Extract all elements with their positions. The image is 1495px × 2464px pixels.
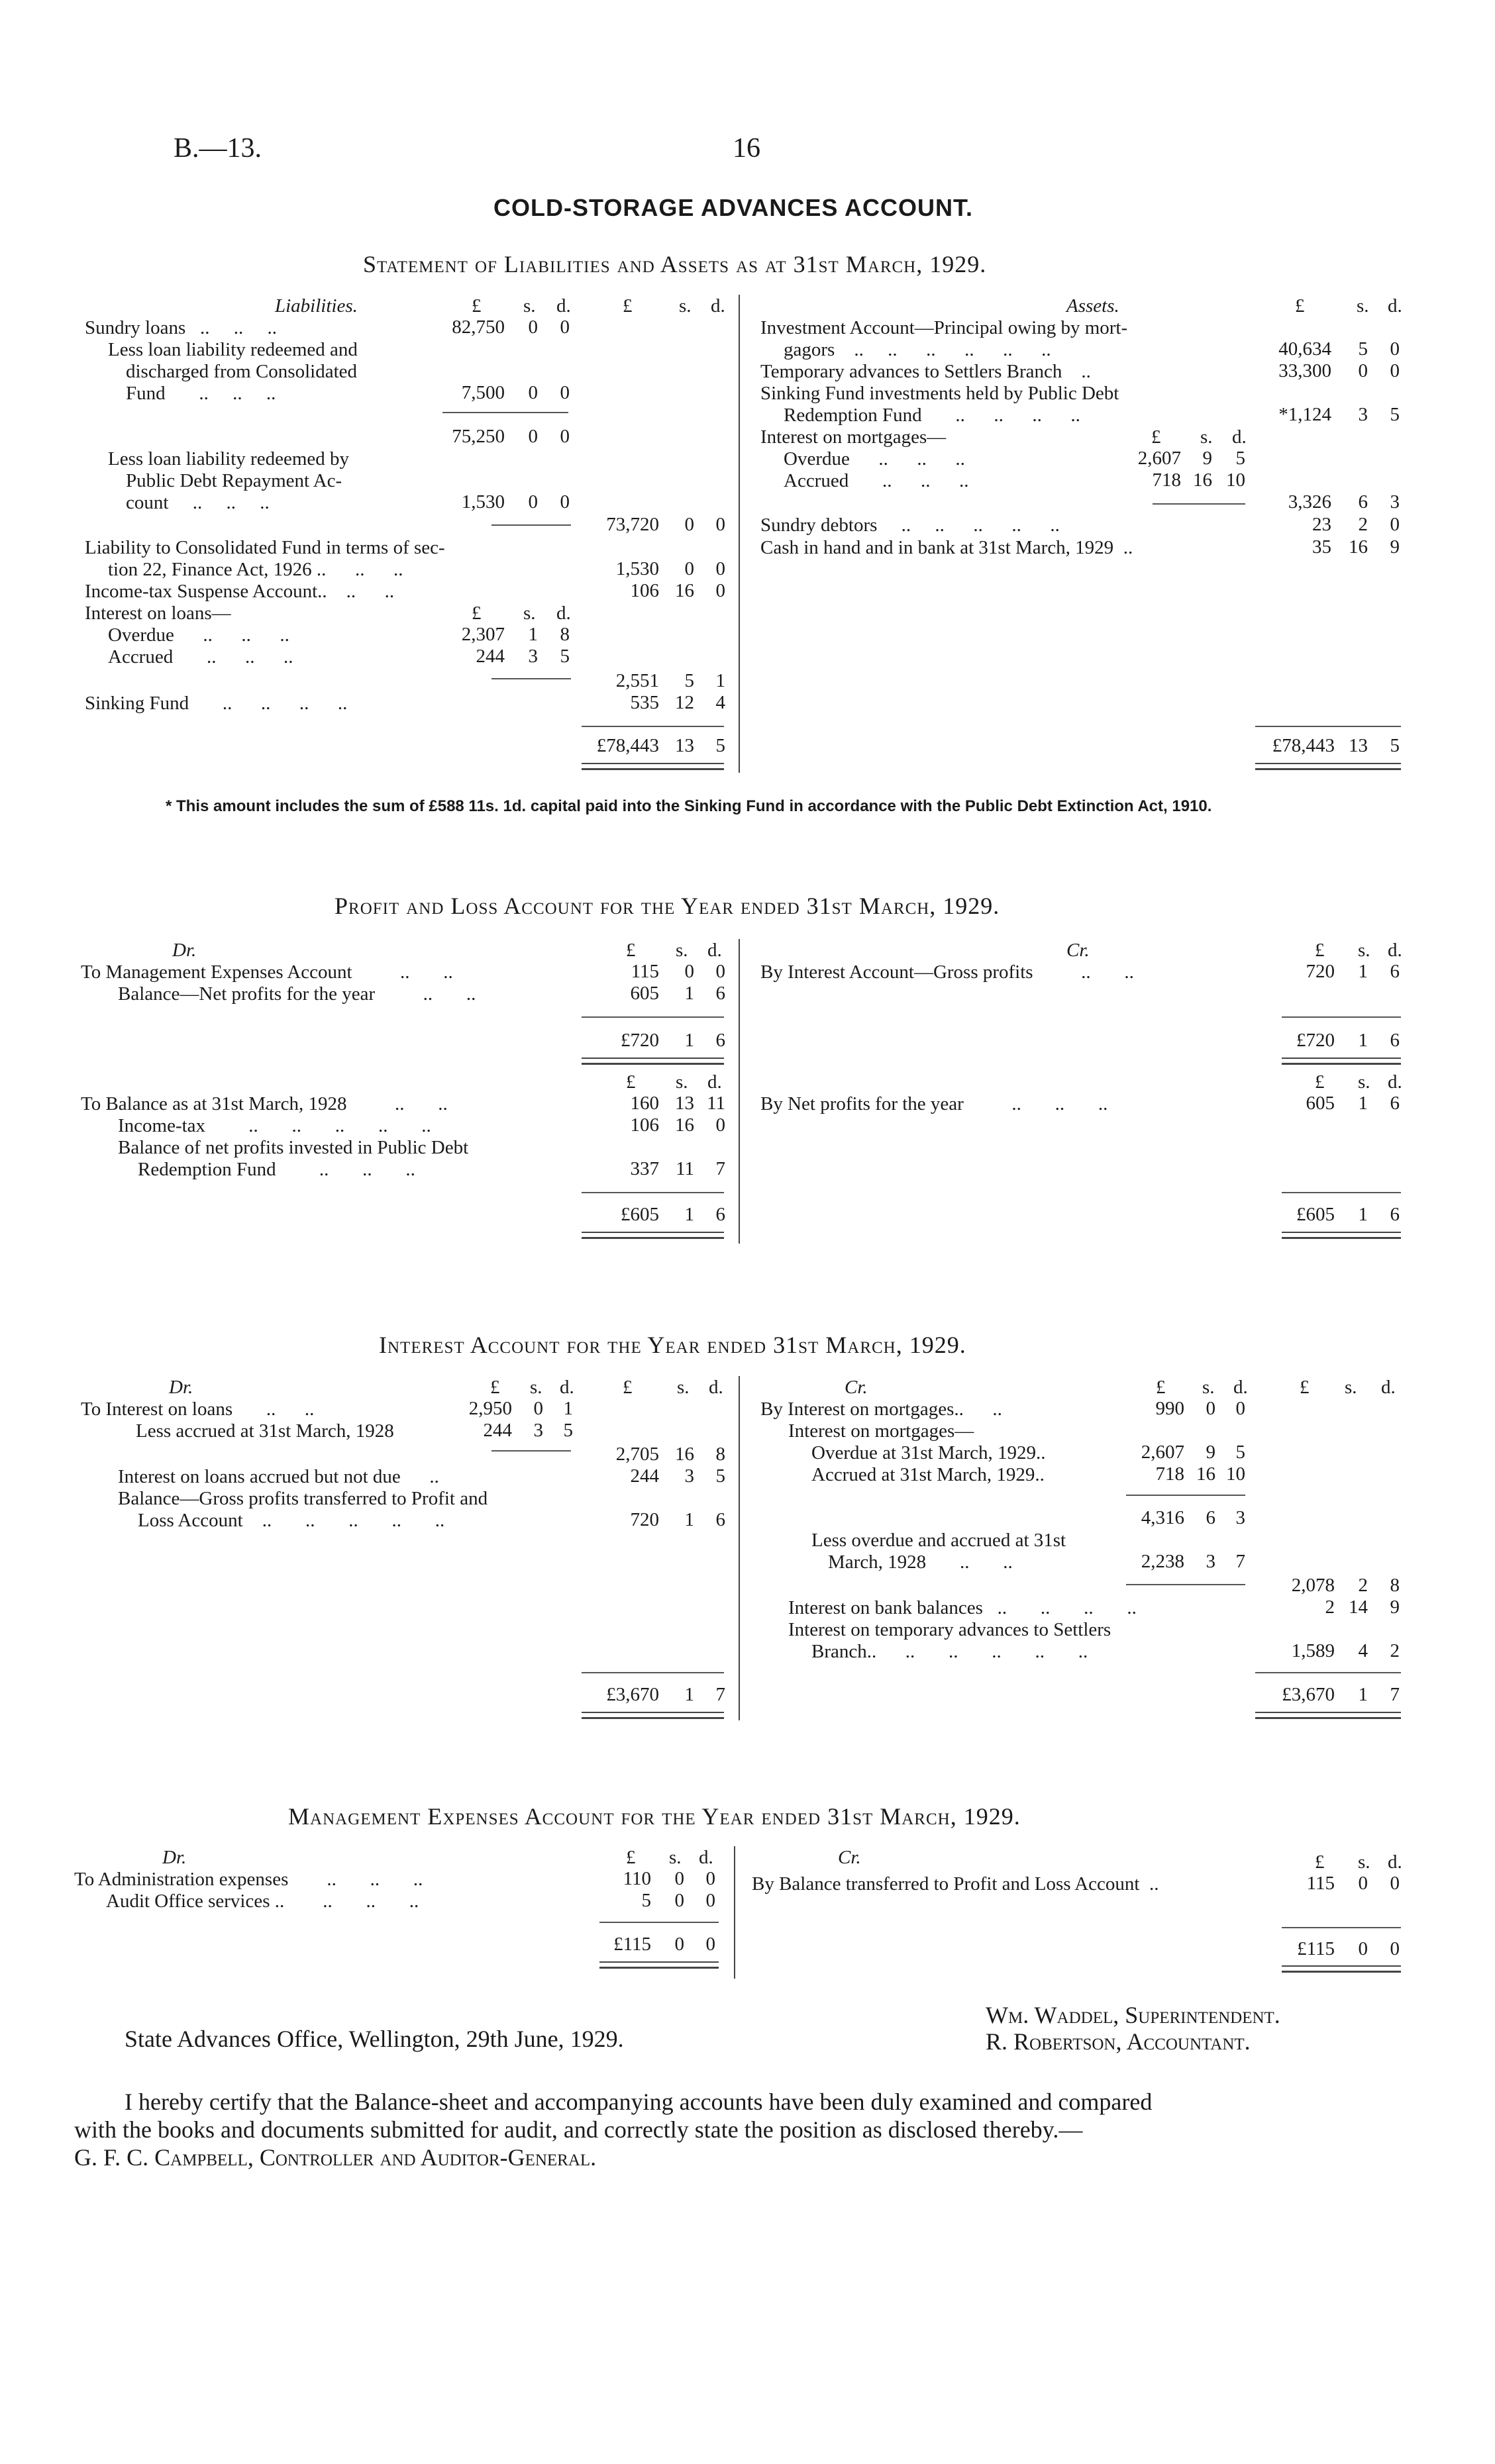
amount: 0 xyxy=(560,382,570,403)
amount: 7,500 xyxy=(461,382,505,403)
amount: 35 xyxy=(1312,536,1331,558)
amount: 0 xyxy=(715,1114,725,1136)
amount: 3 xyxy=(528,646,538,667)
amount: 3 xyxy=(533,1420,543,1441)
amount: 1 xyxy=(684,1204,694,1225)
less-overdue-line1: Less overdue and accrued at 31st xyxy=(811,1530,1066,1551)
interest-heading: Interest Account for the Year ended 31st March, 1929. xyxy=(379,1332,966,1358)
amount: 10 xyxy=(1226,1463,1245,1485)
gross-profit-line2: Loss Account .. .. .. .. .. xyxy=(138,1510,445,1531)
less-redeemed-line3: Fund .. .. .. xyxy=(126,383,276,404)
certificate-line-2: with the books and documents submitted for audit, and correctly state the position as disclosed thereby.— xyxy=(74,2116,1083,2143)
amount: 9 xyxy=(1206,1442,1215,1463)
amount: 5 xyxy=(560,646,570,667)
audit-office-services: Audit Office services .. .. .. .. xyxy=(106,1891,419,1912)
mgmt-cr-total: £115 xyxy=(1297,1938,1335,1959)
amount: 3 xyxy=(1358,404,1368,425)
sundry-debtors: Sundry debtors .. .. .. .. .. xyxy=(760,515,1060,536)
amount: 244 xyxy=(630,1465,659,1487)
amount: 0 xyxy=(1390,514,1400,535)
amount: 0 xyxy=(1390,338,1400,360)
balance-1928: To Balance as at 31st March, 1928 .. .. xyxy=(81,1093,448,1114)
col-shilling-2: s. xyxy=(1345,1377,1357,1398)
amount: 1 xyxy=(684,1684,694,1705)
amount: 0 xyxy=(674,1890,684,1911)
col-shilling: s. xyxy=(1200,426,1213,448)
amount: 6 xyxy=(1390,1204,1400,1225)
balance-net-profits: Balance—Net profits for the year .. .. xyxy=(118,983,476,1005)
col-pound: £ xyxy=(626,1847,636,1868)
amount: 0 xyxy=(528,382,538,403)
amount: 0 xyxy=(1358,360,1368,381)
interest-on-loans: Interest on loans— xyxy=(85,603,231,624)
amount: 5 xyxy=(563,1420,573,1441)
overdue-1929: Overdue at 31st March, 1929.. xyxy=(811,1442,1046,1463)
amount: 0 xyxy=(684,514,694,535)
amount: *1,124 xyxy=(1278,404,1331,425)
col-pence: d. xyxy=(1388,1851,1402,1873)
col-pence-2: d. xyxy=(709,1377,723,1398)
signature-superintendent: Wm. Waddel, Superintendent. xyxy=(986,2002,1280,2028)
amount: 6 xyxy=(715,983,725,1004)
col-pound: £ xyxy=(1156,1377,1166,1398)
amount: 1 xyxy=(1358,1093,1368,1114)
amount: 2 xyxy=(1390,1640,1400,1661)
sinking-fund-label: Sinking Fund .. .. .. .. xyxy=(85,693,348,714)
page-ref: B.—13. xyxy=(174,133,262,164)
amount: 33,300 xyxy=(1278,360,1331,381)
amount: 16 xyxy=(675,580,694,601)
temp-advances: Temporary advances to Settlers Branch .. xyxy=(760,361,1091,382)
amount: 1 xyxy=(1358,961,1368,982)
amount: 1,530 xyxy=(615,558,659,579)
amount: 13 xyxy=(1349,735,1368,756)
liab-cf-line1: Liability to Consolidated Fund in terms of sec- xyxy=(85,537,445,558)
col-shilling: s. xyxy=(523,295,536,317)
cash-in-hand: Cash in hand and in bank at 31st March, 1929 .. xyxy=(760,537,1133,558)
amount: 8 xyxy=(560,624,570,645)
amount: 110 xyxy=(623,1868,651,1889)
bal-invested-line1: Balance of net profits invested in Public Debt xyxy=(118,1137,469,1158)
amount: 2,307 xyxy=(461,624,505,645)
dr-label: Dr. xyxy=(172,940,197,961)
int-mortgages: Interest on mortgages— xyxy=(760,426,947,448)
amount: 0 xyxy=(705,1890,715,1911)
amount: 82,750 xyxy=(452,317,505,338)
amount: 0 xyxy=(674,1868,684,1889)
amount: 12 xyxy=(675,692,694,713)
amount: 9 xyxy=(1390,536,1400,558)
amount: 1 xyxy=(1358,1030,1368,1051)
footnote: * This amount includes the sum of £588 11s. 1d. capital paid into the Sinking Fund in accordance with the Public Debt Extinction Act, 1910. xyxy=(166,797,1212,815)
page-number: 16 xyxy=(733,133,760,164)
amount: 2 xyxy=(1358,514,1368,535)
amount: 1 xyxy=(684,983,694,1004)
pl-total-2: £605 xyxy=(621,1204,659,1225)
subtotal: 75,250 xyxy=(452,426,505,447)
amount: 8 xyxy=(1390,1575,1400,1596)
col-shilling: s. xyxy=(530,1377,542,1398)
amount: 5 xyxy=(715,1465,725,1487)
amount: 0 xyxy=(715,961,725,982)
col-pound-2: £ xyxy=(1300,1377,1310,1398)
amount: 5 xyxy=(1235,448,1245,469)
col-shilling: s. xyxy=(669,1847,682,1868)
amount: 5 xyxy=(684,670,694,691)
col-pence: d. xyxy=(1388,1071,1402,1093)
cr-label: Cr. xyxy=(1066,940,1090,961)
amount: 14 xyxy=(1349,1597,1368,1618)
assets-total: £78,443 xyxy=(1272,735,1335,756)
amount: 23 xyxy=(1312,514,1331,535)
amount: 0 xyxy=(560,317,570,338)
amount: 11 xyxy=(676,1158,694,1179)
income-tax-entry: Income-tax .. .. .. .. .. xyxy=(118,1115,431,1136)
interest-cr-total: £3,670 xyxy=(1282,1684,1335,1705)
amount: 0 xyxy=(1235,1398,1245,1419)
col-shilling: s. xyxy=(676,1071,688,1093)
amount: 6 xyxy=(1206,1507,1215,1528)
col-shilling-2: s. xyxy=(679,295,692,317)
less2-line3: count .. .. .. xyxy=(126,492,270,513)
amount: 337 xyxy=(630,1158,659,1179)
amount: 40,634 xyxy=(1278,338,1331,360)
col-pence: d. xyxy=(699,1847,713,1868)
amount: 11 xyxy=(707,1093,725,1114)
amount: 16 xyxy=(1193,469,1212,491)
amount: 1 xyxy=(684,1030,694,1051)
col-pound: £ xyxy=(1315,1071,1325,1093)
signature-accountant: R. Robertson, Accountant. xyxy=(986,2028,1251,2055)
amount: 0 xyxy=(528,317,538,338)
liabilities-total: £78,443 xyxy=(596,735,659,756)
accrued-label: Accrued .. .. .. xyxy=(108,646,293,667)
page-title: COLD-STORAGE ADVANCES ACCOUNT. xyxy=(493,194,974,221)
col-pence: d. xyxy=(556,295,571,317)
amount: 6 xyxy=(715,1204,725,1225)
int-accrued-not-due: Interest on loans accrued but not due .. xyxy=(118,1466,439,1487)
col-pound-2: £ xyxy=(623,295,633,317)
col-pound-2: £ xyxy=(623,1377,633,1398)
amount: 0 xyxy=(528,426,538,447)
investment-line2: gagors .. .. .. .. .. .. xyxy=(784,339,1051,360)
sinking-inv-line2: Redemption Fund .. .. .. .. xyxy=(784,405,1080,426)
col-pence: d. xyxy=(1233,1377,1248,1398)
amount: 115 xyxy=(631,961,659,982)
amount: 3 xyxy=(1206,1551,1215,1572)
cr-label: Cr. xyxy=(838,1847,861,1868)
int-temp-advances-line1: Interest on temporary advances to Settlers xyxy=(788,1619,1111,1640)
asset-overdue: Overdue .. .. .. xyxy=(784,448,965,469)
amount: 718 xyxy=(1152,469,1181,491)
amount: 535 xyxy=(630,692,659,713)
by-balance-transferred: By Balance transferred to Profit and Loss Account .. xyxy=(752,1873,1159,1895)
amount: 720 xyxy=(1306,961,1335,982)
amount: 5 xyxy=(641,1890,651,1911)
col-shilling: s. xyxy=(1358,1071,1370,1093)
accrued-1929: Accrued at 31st March, 1929.. xyxy=(811,1464,1045,1485)
amount: 1 xyxy=(684,1509,694,1530)
amount: 115 xyxy=(1306,1873,1335,1894)
col-shilling-2: s. xyxy=(677,1377,690,1398)
dr-label: Dr. xyxy=(162,1847,187,1868)
overdue-label: Overdue .. .. .. xyxy=(108,624,289,646)
interest-dr-total: £3,670 xyxy=(606,1684,659,1705)
amount: 2 xyxy=(1325,1597,1335,1618)
asset-accrued: Accrued .. .. .. xyxy=(784,470,969,491)
amount: 5 xyxy=(1390,404,1400,425)
amount: 2,607 xyxy=(1137,448,1181,469)
col-pence: d. xyxy=(707,940,722,961)
amount: 2,607 xyxy=(1141,1442,1184,1463)
amount: 6 xyxy=(715,1509,725,1530)
col-shilling: s. xyxy=(676,940,688,961)
amount: 9 xyxy=(1390,1597,1400,1618)
amount: 7 xyxy=(1390,1684,1400,1705)
col-shilling: s. xyxy=(1202,1377,1215,1398)
by-interest-account: By Interest Account—Gross profits .. .. xyxy=(760,961,1134,983)
amount: 1,589 xyxy=(1291,1640,1335,1661)
col-shilling: s. xyxy=(1357,295,1369,317)
assets-heading: Assets. xyxy=(1066,295,1119,317)
amount: 0 xyxy=(715,514,725,535)
amount: 605 xyxy=(630,983,659,1004)
amount: 13 xyxy=(675,735,694,756)
int-temp-advances-line2: Branch.. .. .. .. .. .. xyxy=(811,1641,1088,1662)
amount: 16 xyxy=(675,1444,694,1465)
amount: 73,720 xyxy=(606,514,659,535)
amount: 718 xyxy=(1155,1463,1184,1485)
balance-sheet-heading: Statement of Liabilities and Assets as at 31st March, 1929. xyxy=(363,251,987,277)
amount: 1 xyxy=(715,670,725,691)
amount: 16 xyxy=(1196,1463,1215,1485)
amount: 7 xyxy=(715,1158,725,1179)
amount: 7 xyxy=(715,1684,725,1705)
amount: 5 xyxy=(715,735,725,756)
pl-cr-total-2: £605 xyxy=(1296,1204,1335,1225)
amount: 0 xyxy=(1358,1873,1368,1894)
amount: 4 xyxy=(1358,1640,1368,1661)
amount: 0 xyxy=(1390,1873,1400,1894)
col-pound: £ xyxy=(1295,295,1305,317)
amount: 1 xyxy=(528,624,538,645)
col-shilling: s. xyxy=(1358,1851,1370,1873)
amount: 5 xyxy=(1358,338,1368,360)
col-pound: £ xyxy=(626,940,636,961)
amount: 0 xyxy=(715,558,725,579)
col-pence-2: d. xyxy=(711,295,725,317)
amount: 0 xyxy=(705,1934,715,1955)
cr-label: Cr. xyxy=(845,1377,868,1398)
office-date: State Advances Office, Wellington, 29th June, 1929. xyxy=(125,2026,624,2052)
amount: 0 xyxy=(528,491,538,513)
less-redeemed-line2: discharged from Consolidated xyxy=(126,361,358,382)
liabilities-heading: Liabilities. xyxy=(275,295,358,317)
amount: 605 xyxy=(1306,1093,1335,1114)
col-pound: £ xyxy=(1315,1851,1325,1873)
amount: 10 xyxy=(1226,469,1245,491)
col-pence: d. xyxy=(1232,426,1247,448)
amount: 0 xyxy=(684,558,694,579)
amount: 0 xyxy=(674,1934,684,1955)
amount: 3,326 xyxy=(1288,491,1331,513)
investment-line1: Investment Account—Principal owing by mort- xyxy=(760,317,1128,338)
col-pence-2: d. xyxy=(1381,1377,1396,1398)
pl-total-1: £720 xyxy=(621,1030,659,1051)
col-pound: £ xyxy=(490,1377,500,1398)
amount: 106 xyxy=(630,1114,659,1136)
amount: 160 xyxy=(630,1093,659,1114)
amount: 2,950 xyxy=(468,1398,512,1419)
sundry-loans-label: Sundry loans .. .. .. xyxy=(85,317,277,338)
amount: 0 xyxy=(715,580,725,601)
amount: 720 xyxy=(630,1509,659,1530)
amount: 13 xyxy=(675,1093,694,1114)
dr-label: Dr. xyxy=(169,1377,193,1398)
amount: 6 xyxy=(715,1030,725,1051)
amount: 3 xyxy=(1235,1507,1245,1528)
less-accrued-1928: Less accrued at 31st March, 1928 xyxy=(136,1420,394,1442)
amount: 0 xyxy=(1390,360,1400,381)
amount: 2 xyxy=(1358,1575,1368,1596)
amount: 0 xyxy=(1390,1938,1400,1959)
amount: 0 xyxy=(705,1868,715,1889)
col-pence: d. xyxy=(1388,940,1402,961)
amount: 6 xyxy=(1390,1093,1400,1114)
amount: 6 xyxy=(1390,961,1400,982)
amount: 2,238 xyxy=(1141,1551,1184,1572)
amount: 16 xyxy=(1349,536,1368,558)
amount: 5 xyxy=(1390,735,1400,756)
bal-invested-line2: Redemption Fund .. .. .. xyxy=(138,1159,415,1180)
col-pound: £ xyxy=(1315,940,1325,961)
income-tax-suspense: Income-tax Suspense Account.. .. .. xyxy=(85,581,395,602)
col-pence: d. xyxy=(560,1377,574,1398)
amount: 0 xyxy=(533,1398,543,1419)
liab-cf-line2: tion 22, Finance Act, 1926 .. .. .. xyxy=(108,559,403,580)
gross-profit-line1: Balance—Gross profits transferred to Profit and xyxy=(118,1488,488,1509)
less2-line1: Less loan liability redeemed by xyxy=(108,448,350,469)
admin-expenses: To Administration expenses .. .. .. xyxy=(74,1869,423,1890)
amount: 6 xyxy=(1358,491,1368,513)
amount: 5 xyxy=(1235,1442,1245,1463)
amount: 1 xyxy=(1358,1684,1368,1705)
to-interest-loans: To Interest on loans .. .. xyxy=(81,1399,315,1420)
mgmt-expenses-entry: To Management Expenses Account .. .. xyxy=(81,961,453,983)
amount: 0 xyxy=(1206,1398,1215,1419)
amount: 244 xyxy=(483,1420,512,1441)
amount: 1,530 xyxy=(461,491,505,513)
col-pound: £ xyxy=(1151,426,1161,448)
col-shilling: s. xyxy=(1358,940,1370,961)
col-pound: £ xyxy=(472,295,482,317)
amount: 8 xyxy=(715,1444,725,1465)
amount: 1 xyxy=(1358,1204,1368,1225)
amount: 6 xyxy=(1390,1030,1400,1051)
amount: 0 xyxy=(684,961,694,982)
sinking-inv-line1: Sinking Fund investments held by Public Debt xyxy=(760,383,1119,404)
amount: 2,551 xyxy=(615,670,659,691)
mgmt-dr-total: £115 xyxy=(613,1934,651,1955)
profit-loss-heading: Profit and Loss Account for the Year ended 31st March, 1929. xyxy=(335,893,1000,919)
amount: 4 xyxy=(715,692,725,713)
amount: 2,705 xyxy=(615,1444,659,1465)
by-net-profits: By Net profits for the year .. .. .. xyxy=(760,1093,1108,1114)
col-pence: d. xyxy=(707,1071,722,1093)
col-pound: £ xyxy=(472,603,482,624)
col-pence: d. xyxy=(556,603,571,624)
by-int-mortgages: By Interest on mortgages.. .. xyxy=(760,1399,1002,1420)
amount: 0 xyxy=(560,426,570,447)
amount: 7 xyxy=(1235,1551,1245,1572)
amount: 2,078 xyxy=(1291,1575,1335,1596)
less2-line2: Public Debt Repayment Ac- xyxy=(126,470,342,491)
amount: 106 xyxy=(630,580,659,601)
int-mortgages-label: Interest on mortgages— xyxy=(788,1420,974,1442)
col-shilling: s. xyxy=(523,603,536,624)
col-pence: d. xyxy=(1388,295,1402,317)
amount: 3 xyxy=(1390,491,1400,513)
amount: 16 xyxy=(675,1114,694,1136)
amount: 0 xyxy=(560,491,570,513)
amount: 4,316 xyxy=(1141,1507,1184,1528)
amount: 3 xyxy=(684,1465,694,1487)
less-overdue-line2: March, 1928 .. .. xyxy=(828,1552,1013,1573)
amount: 990 xyxy=(1155,1398,1184,1419)
less-redeemed-line1: Less loan liability redeemed and xyxy=(108,339,358,360)
amount: 244 xyxy=(476,646,505,667)
amount: 0 xyxy=(1358,1938,1368,1959)
amount: 1 xyxy=(563,1398,573,1419)
amount: 9 xyxy=(1202,448,1212,469)
certificate-line-3: G. F. C. Campbell, Controller and Auditor-General. xyxy=(74,2144,597,2171)
col-pound: £ xyxy=(626,1071,636,1093)
mgmt-heading: Management Expenses Account for the Year ended 31st March, 1929. xyxy=(288,1803,1021,1830)
int-bank-balances: Interest on bank balances .. .. .. .. xyxy=(788,1597,1137,1618)
pl-cr-total-1: £720 xyxy=(1296,1030,1335,1051)
certificate-line-1: I hereby certify that the Balance-sheet and accompanying accounts have been duly examined and compared xyxy=(125,2089,1153,2115)
